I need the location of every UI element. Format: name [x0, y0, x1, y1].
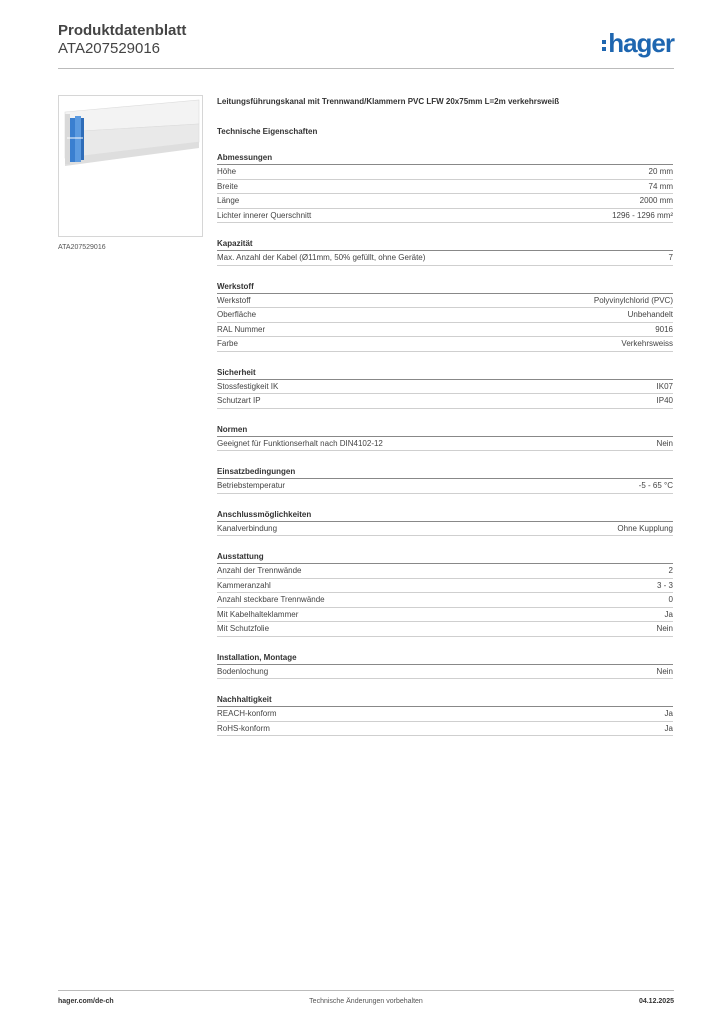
property-value: Ja	[664, 723, 673, 733]
property-label: Oberfläche	[217, 310, 257, 319]
property-row	[217, 394, 673, 409]
property-row	[217, 707, 673, 722]
cable-duct-icon	[59, 96, 202, 236]
property-label: Kanalverbindung	[217, 523, 278, 533]
property-label: Kammeranzahl	[217, 580, 271, 590]
group-title: Ausstattung	[217, 551, 673, 564]
property-value: 2000 mm	[639, 196, 673, 205]
property-label: RoHS-konform	[217, 723, 270, 733]
property-label: Länge	[217, 196, 240, 205]
property-label: Höhe	[217, 167, 237, 176]
logo-dots-icon	[602, 40, 606, 51]
group-title: Anschlussmöglichkeiten	[217, 509, 673, 522]
property-value: Ohne Kupplung	[617, 523, 673, 533]
page-header	[58, 22, 674, 58]
property-label: Breite	[217, 181, 238, 191]
product-title: Leitungsführungskanal mit Trennwand/Klammern PVC LFW 20x75mm L=2m verkehrsweiß	[217, 97, 560, 106]
property-label: Bodenlochung	[217, 666, 269, 676]
property-group	[217, 466, 673, 494]
property-value: Ja	[664, 709, 673, 718]
section-heading: Technische Eigenschaften	[217, 127, 318, 136]
property-row	[217, 165, 673, 180]
image-caption: ATA207529016	[58, 244, 106, 251]
property-label: Anzahl steckbare Trennwände	[217, 595, 325, 604]
footer-divider	[58, 990, 674, 991]
property-group	[217, 238, 673, 266]
group-title: Abmessungen	[217, 152, 673, 165]
property-label: RAL Nummer	[217, 324, 266, 334]
property-group	[217, 694, 673, 736]
property-row	[217, 308, 673, 323]
property-value: 74 mm	[648, 181, 673, 191]
property-value: 20 mm	[648, 167, 673, 176]
property-group	[217, 281, 673, 352]
group-title: Einsatzbedingungen	[217, 466, 673, 479]
property-value: 7	[668, 253, 673, 262]
property-label: Werkstoff	[217, 295, 251, 305]
property-value: -5 - 65 °C	[638, 481, 673, 490]
footer-notice: Technische Änderungen vorbehalten	[309, 998, 423, 1005]
property-label: Geeignet für Funktionserhalt nach DIN4102-12	[217, 438, 383, 448]
property-value: 3 - 3	[656, 580, 673, 590]
property-row	[217, 622, 673, 637]
property-label: Farbe	[217, 339, 238, 348]
property-value: Nein	[656, 438, 673, 448]
group-title: Nachhaltigkeit	[217, 694, 673, 707]
property-label: Mit Schutzfolie	[217, 624, 270, 633]
property-label: Mit Kabelhalteklammer	[217, 609, 299, 619]
document-title: Produktdatenblatt	[58, 22, 187, 39]
property-row	[217, 665, 673, 680]
logo-text: hager	[608, 28, 674, 58]
property-row	[217, 579, 673, 594]
property-row	[217, 608, 673, 623]
property-value: Unbehandelt	[627, 310, 673, 319]
hager-logo	[602, 28, 674, 58]
property-value: 1296 - 1296 mm²	[612, 210, 673, 220]
property-value: 9016	[655, 324, 673, 334]
property-groups	[217, 152, 673, 736]
property-row	[217, 337, 673, 352]
property-row	[217, 251, 673, 266]
property-value: IK07	[656, 381, 673, 391]
property-row	[217, 294, 673, 309]
footer-website[interactable]: hager.com/de-ch	[58, 998, 114, 1005]
property-row	[217, 593, 673, 608]
property-value: Verkehrsweiss	[621, 339, 673, 348]
property-row	[217, 479, 673, 494]
property-row	[217, 437, 673, 452]
property-row	[217, 194, 673, 209]
property-group	[217, 652, 673, 680]
property-row	[217, 323, 673, 338]
property-label: Max. Anzahl der Kabel (Ø11mm, 50% gefüllt, ohne Geräte)	[217, 253, 426, 262]
property-label: Schutzart IP	[217, 396, 261, 405]
property-label: Anzahl der Trennwände	[217, 566, 302, 575]
product-code: ATA207529016	[58, 40, 161, 57]
property-label: REACH-konform	[217, 709, 277, 718]
property-label: Lichter innerer Querschnitt	[217, 210, 312, 220]
property-group	[217, 551, 673, 637]
property-label: Stossfestigkeit IK	[217, 381, 279, 391]
property-label: Betriebstemperatur	[217, 481, 286, 490]
product-details	[217, 96, 673, 736]
header-divider	[58, 68, 674, 69]
group-title: Kapazität	[217, 238, 673, 251]
property-value: Ja	[664, 609, 673, 619]
property-row	[217, 564, 673, 579]
group-title: Werkstoff	[217, 281, 673, 294]
footer-date: 04.12.2025	[638, 998, 674, 1005]
property-value: Polyvinylchlorid (PVC)	[593, 295, 673, 305]
property-value: IP40	[656, 396, 673, 405]
property-value: Nein	[656, 666, 673, 676]
product-image	[58, 95, 203, 237]
property-group	[217, 152, 673, 223]
property-value: Nein	[656, 624, 673, 633]
property-group	[217, 424, 673, 452]
property-value: 2	[668, 566, 673, 575]
group-title: Installation, Montage	[217, 652, 673, 665]
property-row	[217, 722, 673, 737]
property-value: 0	[668, 595, 673, 604]
property-group	[217, 509, 673, 537]
property-row	[217, 522, 673, 537]
group-title: Sicherheit	[217, 367, 673, 380]
group-title: Normen	[217, 424, 673, 437]
property-row	[217, 380, 673, 395]
property-group	[217, 367, 673, 409]
property-row	[217, 209, 673, 224]
property-row	[217, 180, 673, 195]
